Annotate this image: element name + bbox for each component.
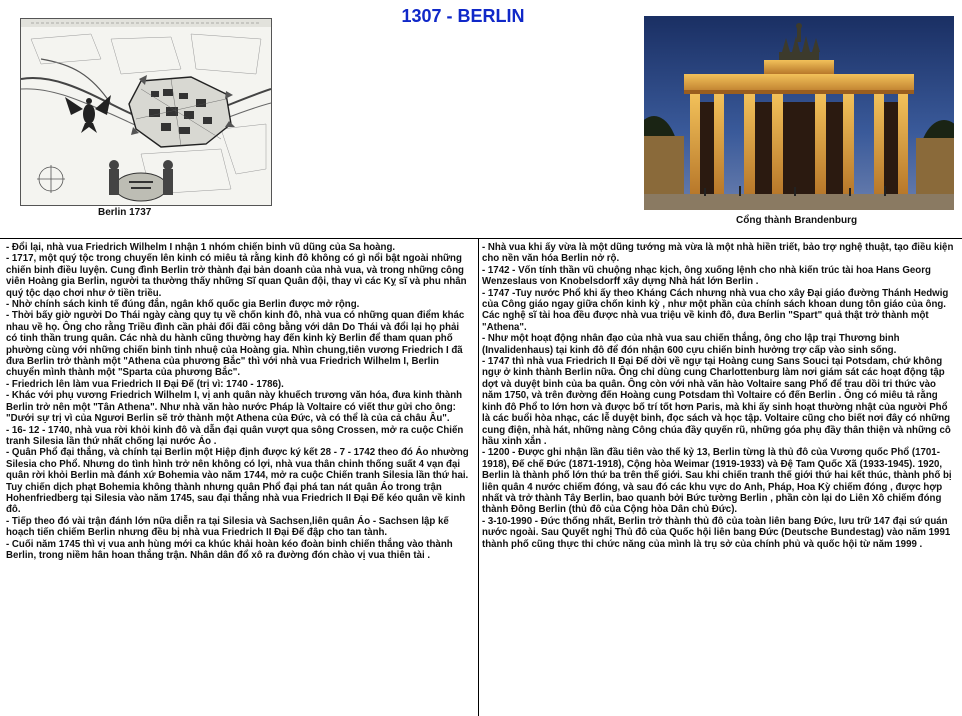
paragraph: - Friedrich lên làm vua Friedrich II Đại Đế (trị vì: 1740 - 1786). (6, 378, 284, 390)
paragraph: - Như một hoạt động nhân đạo của nhà vua sau chiến thắng, ông cho lập trại Thương binh (Invalidenhaus) tại kinh đô để đón nhận 600 cựu chiến binh hưởng trợ cấp vào sinh sống. (482, 333, 900, 356)
paragraph: - 3-10-1990 - Đức thống nhất, Berlin trở thành thủ đô của toàn liên bang Đức, lưu trữ 147 đại sứ quán nước ngoài. Sau Quyết nghị Thủ đô của Quốc hội liên bang Đức (Deutsche Bundestag) vào năm 1991 thành phố cũng thực thi chức năng của mình là trụ sở của chính phủ và quốc hội từ năm 1999 . (482, 515, 951, 550)
paragraph: - Cuối năm 1745 thì vị vua anh hùng mới ca khúc khải hoàn kéo đoàn binh chiến thắng vào thành Berlin, trong niềm hân hoan thắng trận. Nhân dân đổ xô ra đường đón chào vị vua thiên tài . (6, 538, 453, 561)
horizontal-divider (0, 238, 962, 239)
brandenburg-gate-photo-icon (644, 16, 954, 210)
paragraph: - Nhà vua khi ấy vừa là một dũng tướng mà vừa là một nhà hiền triết, bảo trợ nghệ thuật, tạo điều kiện cho nền văn hóa Berlin nở rộ. (482, 242, 954, 265)
left-text-column (6, 242, 470, 561)
photo-caption: Cổng thành Brandenburg (736, 215, 858, 226)
paragraph: - Thời bấy giờ người Do Thái ngày càng quy tụ về chốn kinh đô, nhà vua có những quan điểm khác nhau về họ. Ông cho rằng Triều đình cần phải đối đãi công bằng với dân Do Thái và đổi lại họ phải có tinh thần trung quân. Các nhà du hành cũng thường hay đến kinh kỳ Berlin để tham quan phố phường cùng với những chiến binh tinh nhuệ của Hoàng gia. Nhìn chung,tiên vương Friedrich I đã đưa Berlin trở thành một "Athena của phương Bắc" thì với nhà vua Friedrich Wilhelm I, Berlin chuyển mình thành một "Sparta của phương Bắc". (6, 310, 465, 379)
paragraph: - Nhờ chính sách kinh tế đúng đắn, ngân khố quốc gia Berlin được mở rộng. (6, 299, 360, 311)
paragraph: - 1200 - Được ghi nhận lần đầu tiên vào thế kỷ 13, Berlin từng là thủ đô của Vương quốc Phổ (1701-1918), Đế chế Đức (1871-1918), Cộng hòa Weimar (1919-1933) và Đệ Tam Quốc Xã (1933-1945). 1920, Berlin là thành phố lớn thứ ba trên thế giới. Sau khi chiến tranh thế giới thứ hai kết thúc, thành phố bị liên quân 4 nước chiếm đóng, và sau đó các khu vực do Anh, Pháp, Hoa Kỳ chiếm đóng , được hợp nhất và trở thành Tây Berlin, bao quanh bởi Bức tường Berlin , phần còn lại do Liên Xô chiếm đóng thành Đông Berlin (thủ đô của Cộng hòa Dân chủ Đức). (482, 447, 952, 516)
paragraph: - Tiếp theo đó vài trận đánh lớn nữa diễn ra tại Silesia và Sachsen,liên quân Áo - Sachsen lập kế hoạch tiến chiếm Berlin nhưng đều bị nhà vua Friedrich II Đại Đế đập cho tan tành. (6, 515, 449, 539)
paragraph: - Quân Phổ đại thắng, và chính tại Berlin một Hiệp định được ký kết 28 - 7 - 1742 theo đó Áo nhường Silesia cho Phổ. Nhưng do tình hình trở nên không có lợi, nhà vua thân chinh thống suất 4 vạn đại quân rời khỏi Berlin mà đánh xứ Bohemia vào năm 1744, mở ra cuộc Chiến tranh Silesia lần thứ hai. Tuy chiến dịch phạt Bohemia không thành nhưng quân Phổ đại phá tan nát quân Áo trong trận Hohenfriedberg tại Silesia vào năm 1745, sau đại thắng nhà vua Friedrich II Đại Đế kéo quân về kinh đô. (6, 447, 469, 516)
right-text-column (482, 242, 956, 550)
page-title: 1307 - BERLIN (401, 6, 525, 26)
paragraph: - 16- 12 - 1740, nhà vua rời khỏi kinh đô và dẫn đại quân vượt qua sông Crossen, mở ra cuộc Chiến tranh Silesia lần thứ nhất chống lại nước Áo . (6, 424, 464, 447)
paragraph: - 1717, một quý tộc trong chuyến lên kinh có miêu tả rằng kinh đô không có gì nổi bật ngoài những chiến binh điều luyện. Cung đình Berlin trở thành đại bản doanh của nhà vua, và trong những công viên Hoàng gia Berlin, người ta thường thấy những Sĩ quan Quân đội, thay vì các Kỵ sĩ và phu nhân quý tộc dạo chơi như ở tiền triều. (6, 253, 467, 299)
map-caption: Berlin 1737 (98, 207, 152, 218)
paragraph: - Khác với phụ vương Friedrich Wilhelm I, vị anh quân này khuếch trương văn hóa, đưa kinh thành Berlin trở nên một "Tân Athena". Như nhà văn hào nước Pháp là Voltaire có viết thư gửi cho ông: "Dưới sự trị vì của Ngươi Berlin sẽ trở thành một Athena của Đức, và có thể là của cả châu Âu". (6, 390, 463, 425)
paragraph: - 1742 - Vốn tính thần vũ chuộng nhạc kịch, ông xuống lệnh cho nhà kiến trúc tài hoa Hans Georg Wenzeslaus von Knobelsdorff xây dựng Nhà hát lớn Berlin . (482, 264, 931, 288)
historic-city-map-icon (20, 18, 272, 206)
column-divider (478, 238, 479, 716)
paragraph: - 1747 thì nhà vua Friedrich II Đại Đế dời về ngự tại Hoàng cung Sans Souci tại Potsdam, chứ không ngự ở kinh thành Berlin nữa. Ông chỉ dùng cung Charlottenburg làm nơi giám sát các hoạt động tập dợt và duyệt binh của ba quân. Ông còn với nhà văn hào Voltaire sang Phổ để trau dồi tri thức vào năm 1750, và trên đường đến Hoàng cung Potsdam thì Voltaire có đến Berlin . Ông có miêu tả rằng kinh đô Phổ to lớn hơn và được bố trí tốt hơn Paris, mà khi ấy sinh hoạt thường nhật của người Phổ là các buổi hòa nhạc, các lễ duyệt binh, đọc sách và học tập. Voltaire cũng cho biết nơi đây có những cung điện, nhà hát, những nàng Công chúa đầy quyến rũ, những góa phụ đầy thân thiện và những cô hầu xinh xắn . (482, 356, 951, 447)
paragraph: - 1747 -Tuy nước Phổ khi ấy theo Kháng Cách nhưng nhà vua cho xây Đại giáo đường Thánh Hedwig của Công giáo ngay giữa chốn kinh kỳ , như một phần của chính sách khoan dung tôn giáo của ông. Các nghệ sĩ tài hoa đều được nhà vua triệu về kinh đô, đưa Berlin "Spart" quả thật trở thành một "Athena". (482, 287, 949, 333)
paragraph: - Đổi lại, nhà vua Friedrich Wilhelm I nhận 1 nhóm chiến binh vũ dũng của Sa hoàng. (6, 242, 396, 253)
